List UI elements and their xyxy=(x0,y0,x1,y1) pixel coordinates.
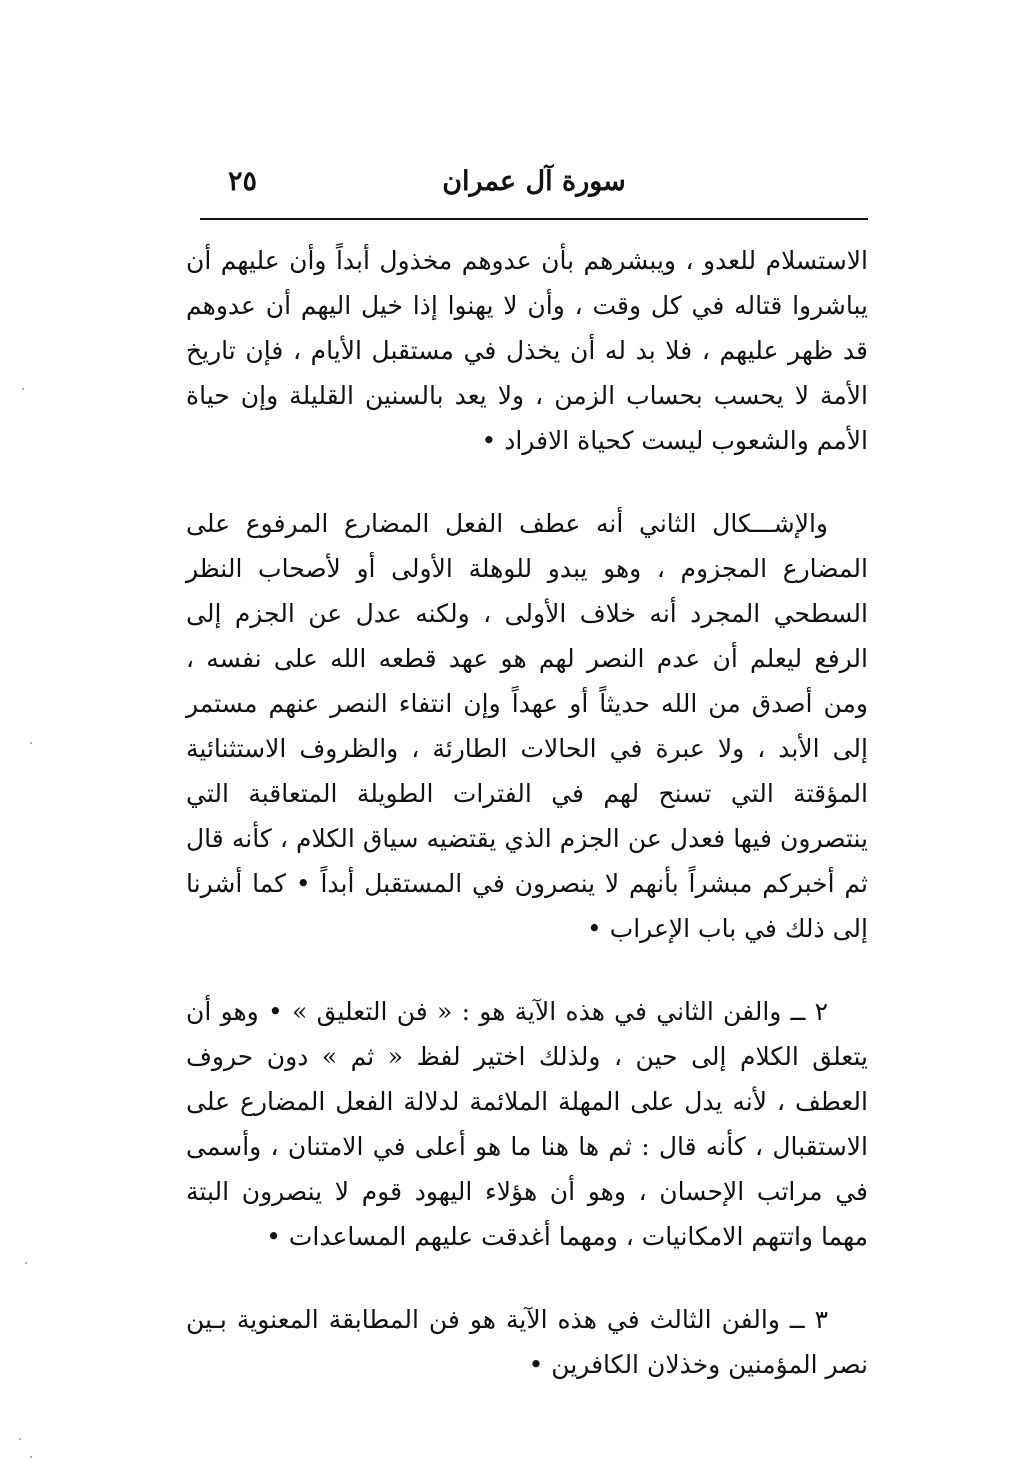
scan-speck xyxy=(30,742,32,744)
paragraph: والإشـــكال الثاني أنه عطف الفعل المضارع المرفوع على المضارع المجزوم ، وهو يبدو للوهلة الأولى أو لأصحاب النظر السطحي المجرد أنه خلاف الأولى ، ولكنه عدل عن الجزم إلى الرفع ليعلم أن عدم النصر لهم هو عهد قطعه الله على نفسه ، ومن أصدق من الله حديثاً أو عهداً وإن انتفاء النصر عنهم مستمر إلى الأبد ، ولا عبرة في الحالات الطارئة ، والظروف الاستثنائية المؤقتة التي تسنح لهم في الفترات الطويلة المتعاقبة التي ينتصرون فيها فعدل عن الجزم الذي يقتضيه سياق الكلام ، كأنه قال ثم أخبركم مبشراً بأنهم لا ينصرون في المستقبل أبداً • كما أشرنا إلى ذلك في باب الإعراب • xyxy=(186,509,868,943)
scan-speck xyxy=(22,388,24,390)
body-text xyxy=(186,238,868,1387)
header-rule xyxy=(200,218,868,220)
paragraph: ٢ ــ والفن الثاني في هذه الآية هو : « فن التعليق » • وهو أن يتعلق الكلام إلى حين ، ولذلك اختير لفظ « ثم » دون حروف العطف ، لأنه يدل على المهلة الملائمة لدلالة الفعل المضارع على الاستقبال ، كأنه قال : ثم ها هنا ما هو أعلى في الامتنان ، وأسمى في مراتب الإحسان ، وهو أن هؤلاء اليهود قوم لا ينصرون البتة مهما واتتهم الامكانيات ، ومهما أغدقت عليهم المساعدات • xyxy=(186,997,868,1251)
scan-speck xyxy=(19,1438,21,1440)
scan-speck xyxy=(25,1262,27,1264)
paragraph: ٣ ــ والفن الثالث في هذه الآية هو فن المطابقة المعنوية بـين نصر المؤمنين وخذلان الكافرين • xyxy=(186,1305,868,1379)
page-number: ٢٥ xyxy=(228,166,258,197)
paragraph: الاستسلام للعدو ، ويبشرهم بأن عدوهم مخذول أبداً وأن عليهم أن يباشروا قتاله في كل وقت ، وأن لا يهنوا إذا خيل اليهم أن عدوهم قد ظهر عليهم ، فلا بد له أن يخذل في مستقبل الأيام ، فإن تاريخ الأمة لا يحسب بحساب الزمن ، ولا يعد بالسنين القليلة وإن حياة الأمم والشعوب ليست كحياة الافراد • xyxy=(186,246,868,455)
page-header xyxy=(200,160,868,210)
running-title: سورة آل عمران xyxy=(442,166,626,197)
scan-speck xyxy=(30,1456,32,1458)
